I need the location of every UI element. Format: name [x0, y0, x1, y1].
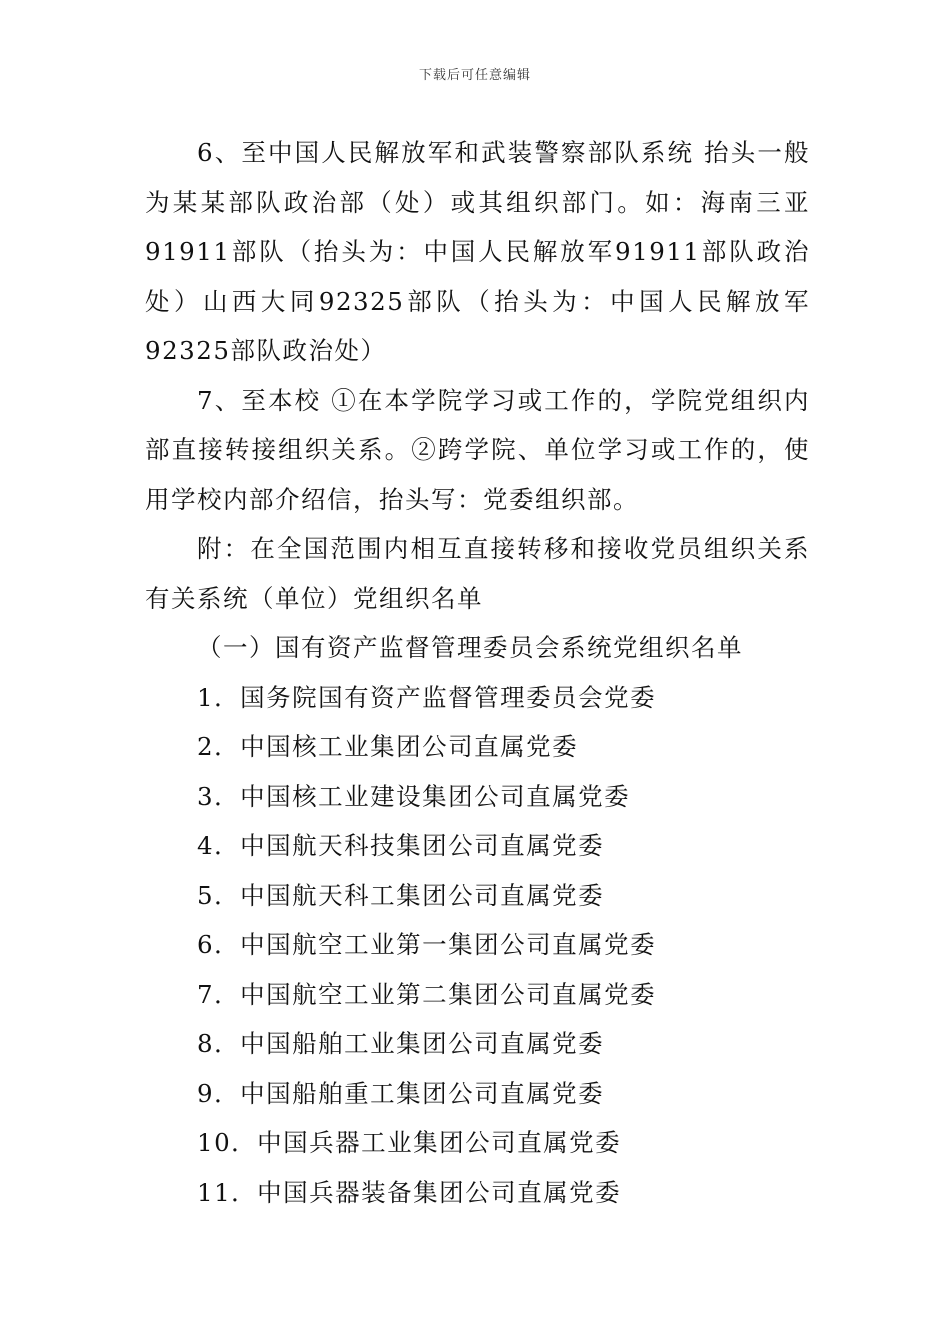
list-item: 7．中国航空工业第二集团公司直属党委 — [197, 979, 657, 1009]
list-item: 8．中国船舶工业集团公司直属党委 — [197, 1029, 605, 1058]
list-item: 1．国务院国有资产监督管理委员会党委 — [197, 682, 657, 712]
list-item: 3．中国核工业建设集团公司直属党委 — [197, 781, 631, 811]
list-item: 10．中国兵器工业集团公司直属党委 — [197, 1128, 622, 1157]
organization-list — [145, 673, 810, 1218]
list-item: 4．中国航天科技集团公司直属党委 — [197, 831, 605, 860]
paragraph-item-7: 7、至本校 ①在本学院学习或工作的，学院党组织内部直接转接组织关系。②跨学院、单位学习或工作的，使用学校内部介绍信，抬头写：党委组织部。 — [145, 385, 810, 514]
list-item: 6．中国航空工业第一集团公司直属党委 — [197, 930, 657, 959]
list-item: 9．中国船舶重工集团公司直属党委 — [197, 1078, 605, 1108]
list-item: 5．中国航天科工集团公司直属党委 — [197, 880, 605, 910]
section-title: （一）国有资产监督管理委员会系统党组织名单 — [197, 633, 743, 662]
page-header: 下载后可任意编辑 — [418, 68, 531, 83]
appendix-paragraph: 附：在全国范围内相互直接转移和接收党员组织关系有关系统（单位）党组织名单 — [145, 534, 810, 613]
paragraph-item-6: 6、至中国人民解放军和武装警察部队系统 抬头一般为某某部队政治部（处）或其组织部门。如：海南三亚91911部队（抬头为：中国人民解放军91911部队政治处）山西大同92325部队（抬头为：中国人民解放军92325部队政治处） — [145, 138, 810, 365]
document-body — [145, 128, 810, 1217]
list-item: 2．中国核工业集团公司直属党委 — [197, 732, 579, 761]
list-item: 11．中国兵器装备集团公司直属党委 — [197, 1177, 622, 1207]
